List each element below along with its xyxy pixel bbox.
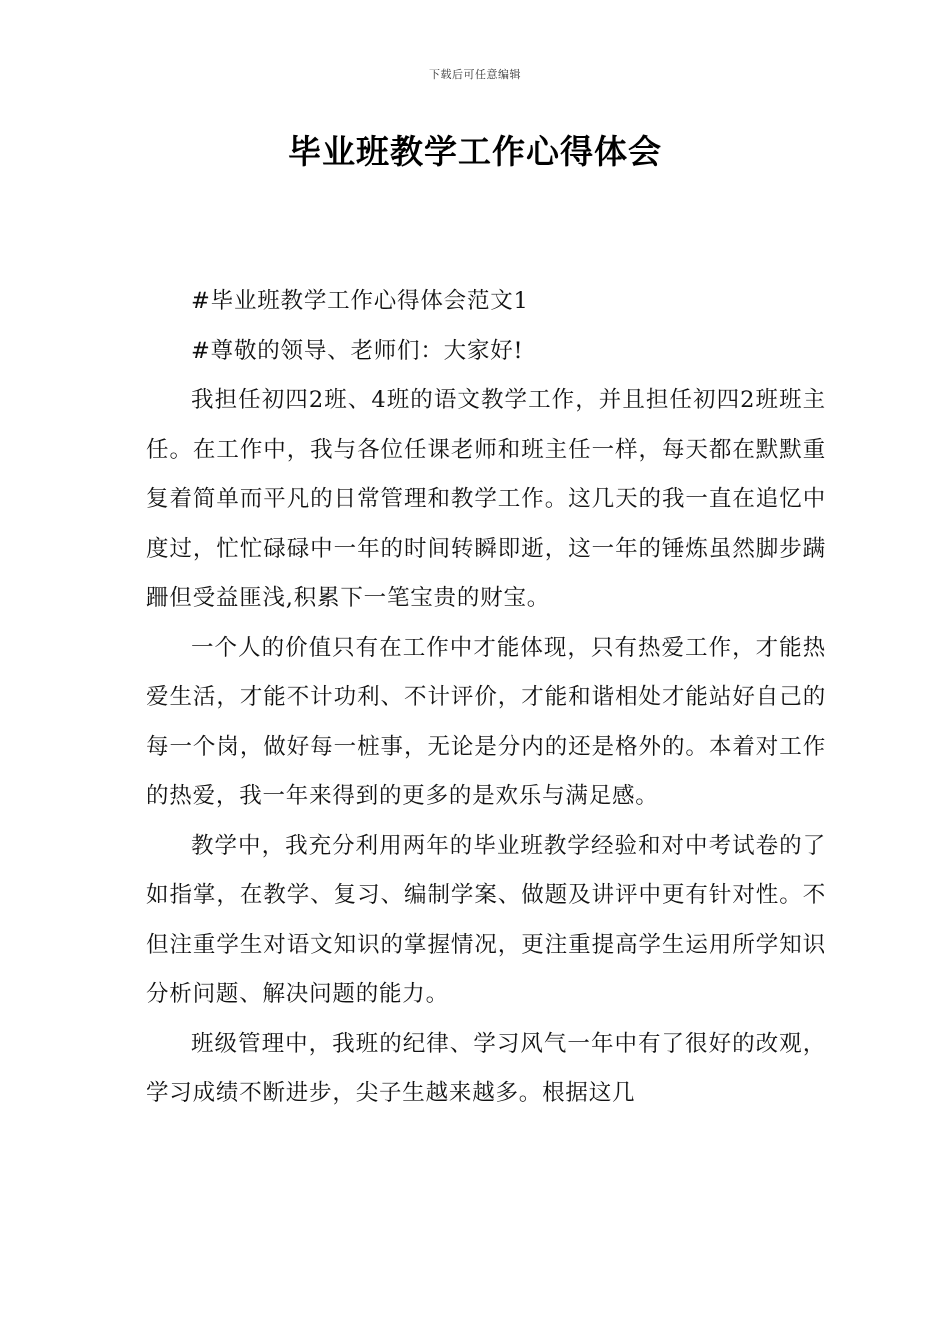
paragraph: 班级管理中，我班的纪律、学习风气一年中有了很好的改观，学习成绩不断进步，尖子生越来越多。根据这几	[146, 1030, 826, 1106]
document-title: 毕业班教学工作心得体会	[288, 132, 662, 171]
paragraph: 我担任初四2班、4班的语文教学工作，并且担任初四2班班主任。在工作中，我与各位任课老师和班主任一样，每天都在默默重复着简单而平凡的日常管理和教学工作。这几天的我一直在追忆中度过，忙忙碌碌中一年的时间转瞬即逝，这一年的锤炼虽然脚步蹒跚但受益匪浅,积累下一笔宝贵的财宝。	[146, 387, 826, 611]
header-note: 下载后可任意编辑	[429, 68, 521, 81]
paragraph-greeting: #尊敬的领导、老师们：大家好!	[191, 337, 524, 364]
paragraph: 一个人的价值只有在工作中才能体现，只有热爱工作，才能热爱生活，才能不计功利、不计评价，才能和谐相处才能站好自己的每一个岗，做好每一桩事，无论是分内的还是格外的。本着对工作的热爱，我一年来得到的更多的是欢乐与满足感。	[146, 634, 826, 809]
document-body	[146, 277, 826, 1119]
paragraph-subtitle: #毕业班教学工作心得体会范文1	[191, 288, 529, 314]
paragraph: 教学中，我充分利用两年的毕业班教学经验和对中考试卷的了如指掌，在教学、复习、编制学案、做题及讲评中更有针对性。不但注重学生对语文知识的掌握情况，更注重提高学生运用所学知识分析问题、解决问题的能力。	[146, 832, 826, 1007]
